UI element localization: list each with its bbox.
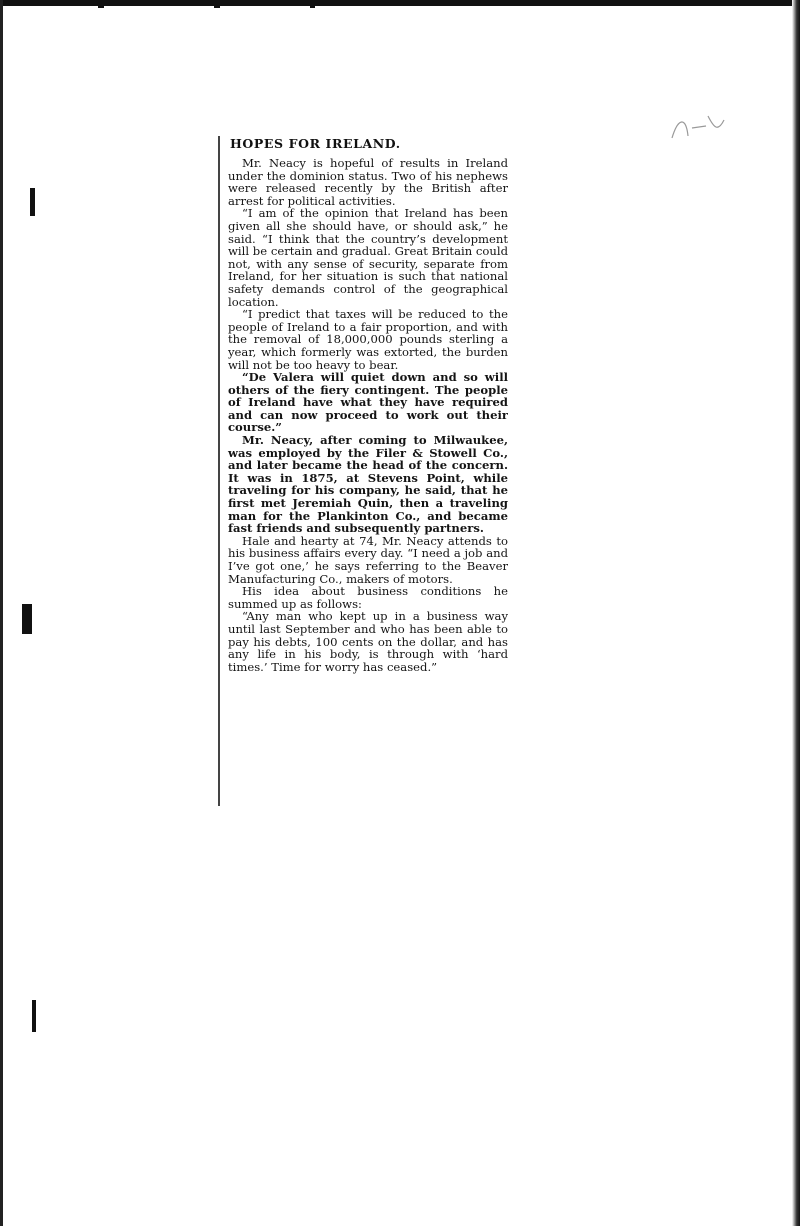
newspaper-clipping xyxy=(218,136,508,806)
page-left-edge xyxy=(0,0,3,1226)
article-paragraph-6: Hale and hearty at 74, Mr. Neacy attends to his business affairs every day. “I need a job and I’ve got one,’ he says referring to the Beaver Manufacturing Co., makers of motors. xyxy=(228,533,508,586)
article-paragraph-4: “De Valera will quiet down and so will others of the fiery contingent. The people of Ireland have what they have required and can now proceed to work out their course.” xyxy=(228,370,508,435)
top-edge-notch-2 xyxy=(214,0,220,8)
article-paragraph-7: His idea about business conditions he summed up as follows: xyxy=(228,584,508,611)
pencil-annotation-icon xyxy=(668,108,728,148)
page-top-edge xyxy=(0,0,800,6)
margin-mark-lower xyxy=(32,1000,36,1032)
article-paragraph-1: Mr. Neacy is hopeful of results in Ireland under the dominion status. Two of his nephews were released recently by the British after arrest for political activities. xyxy=(228,156,508,208)
article-paragraph-5: Mr. Neacy, after coming to Milwaukee, was employed by the Filer & Stowell Co., and later became the head of the concern. It was in 1875, at Stevens Point, while traveling for his company, he said, that he first met Jeremiah Quin, then a traveling man for the Plankinton Co., and became fast friends and subsequently partners. xyxy=(228,433,508,536)
margin-mark-middle xyxy=(22,604,32,634)
page-right-edge xyxy=(792,0,800,1226)
pencil-annotation-mark xyxy=(668,108,728,148)
article-paragraph-8: “Any man who kept up in a business way until last September and who has been able to pay his debts, 100 cents on the dollar, and has any life in his body, is through with ‘hard times.’ Time for worry has ceased.” xyxy=(228,609,508,674)
top-edge-notch-3 xyxy=(310,0,315,8)
article-paragraph-2: “I am of the opinion that Ireland has been given all she should have, or should ask,” he said. “I think that the country’s development will be certain and gradual. Great Britain could not, with any sense of security, separate from Ireland, for her situation is such that national safety demands control of the geographical location. xyxy=(228,206,508,309)
top-edge-notch-1 xyxy=(98,0,104,8)
article-paragraph-3: “I predict that taxes will be reduced to the people of Ireland to a fair proportion, and with the removal of 18,000,000 pounds sterling a year, which formerly was extorted, the burden will not be too heavy to bear. xyxy=(228,307,508,372)
margin-mark-top xyxy=(30,188,35,216)
article-headline: HOPES FOR IRELAND. xyxy=(230,136,401,151)
